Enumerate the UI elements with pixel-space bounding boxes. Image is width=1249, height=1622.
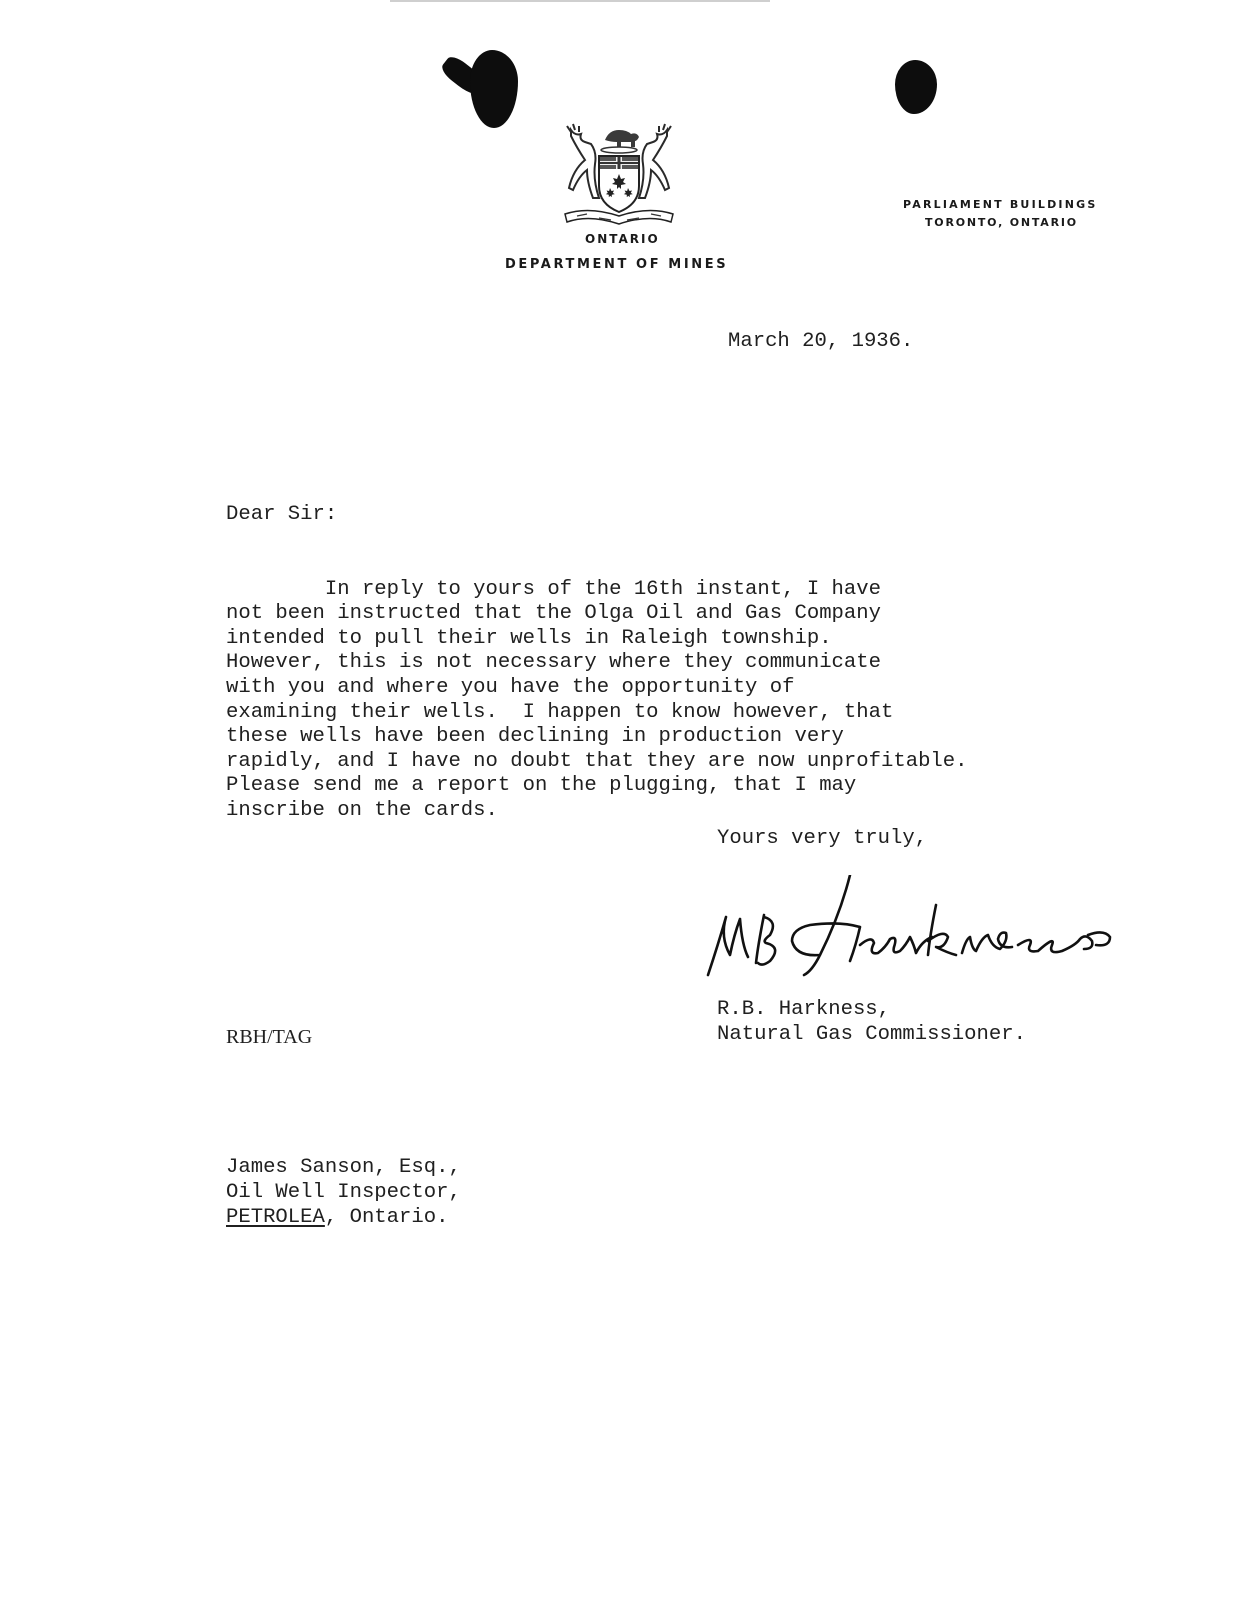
body-line: inscribe on the cards. [226,798,498,822]
recipient-name: James Sanson, Esq., [226,1156,461,1179]
letterhead-address-line-1: PARLIAMENT BUILDINGS [903,198,1098,211]
page-edge-line [390,0,770,2]
recipient-city: PETROLEA [226,1206,325,1229]
body-line: Please send me a report on the plugging, that I may [226,774,857,798]
ink-blot-left [470,50,518,128]
body-line: intended to pull their wells in Raleigh township. [226,626,832,650]
handwritten-signature [700,875,1120,995]
recipient-province: , Ontario. [324,1206,449,1229]
recipient-location [226,1206,448,1231]
signer-name: R.B. Harkness, [717,998,891,1021]
recipient-title: Oil Well Inspector, [226,1181,461,1204]
body-line: In reply to yours of the 16th instant, I have [226,577,881,601]
letter-closing: Yours very truly, [717,827,928,850]
letterhead-province: ONTARIO [585,232,660,246]
letterhead-address-line-2: TORONTO, ONTARIO [925,216,1078,229]
body-line: rapidly, and I have no doubt that they are now unprofitable. [226,749,968,773]
letterhead-department: DEPARTMENT OF MINES [505,257,729,272]
ontario-coat-of-arms-icon [559,120,679,230]
letter-body [226,553,968,824]
body-line: these wells have been declining in production very [226,725,844,749]
ink-blot-right [895,60,937,114]
letter-date: March 20, 1936. [728,330,914,353]
reference-initials: RBH/TAG [226,1026,313,1048]
body-line: not been instructed that the Olga Oil and Gas Company [226,602,881,626]
body-line: examining their wells. I happen to know however, that [226,700,894,724]
letter-salutation: Dear Sir: [226,503,338,526]
signer-title: Natural Gas Commissioner. [717,1023,1026,1046]
body-line: However, this is not necessary where they communicate [226,651,881,675]
body-line: with you and where you have the opportunity of [226,675,795,699]
